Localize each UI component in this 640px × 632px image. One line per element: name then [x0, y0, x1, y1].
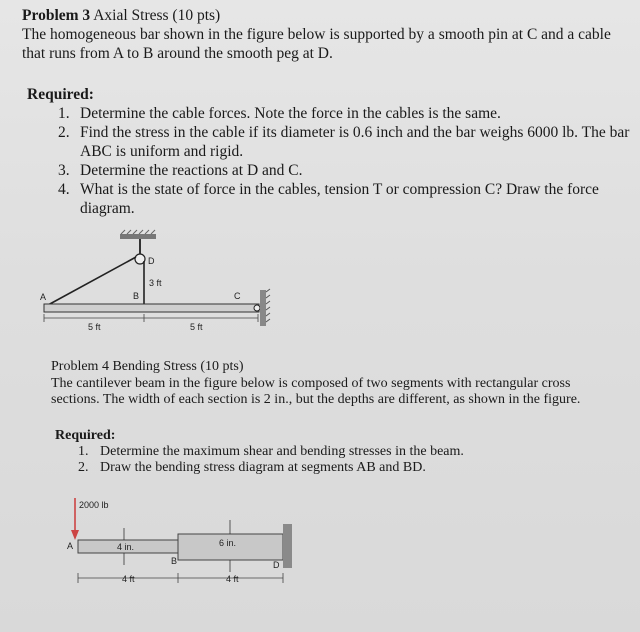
problem3-statement-line1: The homogeneous bar shown in the figure below is supported by a smooth pin at C and a cable [22, 26, 611, 43]
problem3-item2-num: 2. [58, 124, 70, 141]
problem4-item2-num: 2. [78, 460, 89, 475]
problem3-item1-num: 1. [58, 105, 70, 122]
label-b-beam: B [171, 556, 178, 566]
load-arrow-head [71, 530, 79, 540]
problem3-item4-text-line2: diagram. [80, 200, 135, 217]
problem3-item4-text-line1: What is the state of force in the cables, tension T or compression C? Draw the force [80, 181, 599, 198]
problem3-title-prefix: Problem 3 [22, 7, 91, 24]
problem3-item2-text-line2: ABC is uniform and rigid. [80, 143, 244, 160]
label-d-beam: D [273, 560, 280, 570]
problem4-item2-text: Draw the bending stress diagram at segments AB and BD. [100, 460, 426, 475]
label-5ft-left: 5 ft [88, 322, 101, 332]
label-4ft-right: 4 ft [226, 574, 239, 584]
problem3-required-heading: Required: [27, 86, 94, 103]
problem4-title: Problem 4 Bending Stress (10 pts) [51, 359, 244, 374]
label-4in: 4 in. [117, 542, 135, 552]
problem3-item4-num: 4. [58, 181, 70, 198]
fixed-support-d [283, 524, 292, 568]
label-5ft-right: 5 ft [190, 322, 203, 332]
problem3-item2-text-line1: Find the stress in the cable if its diameter is 0.6 inch and the bar weighs 6000 lb. The bar [80, 124, 630, 141]
problem4-statement-line1: The cantilever beam in the figure below is composed of two segments with rectangular cross [51, 376, 571, 391]
problem3-item3-num: 3. [58, 162, 70, 179]
label-d: D [148, 256, 155, 266]
problem4-item1-num: 1. [78, 444, 89, 459]
label-c: C [234, 291, 241, 301]
label-4ft-left: 4 ft [122, 574, 135, 584]
label-b: B [133, 291, 140, 301]
label-6in: 6 in. [219, 538, 237, 548]
label-3ft: 3 ft [149, 278, 162, 288]
problem3-item1-text: Determine the cable forces. Note the force in the cables is the same. [80, 105, 501, 122]
problem3-item3-text: Determine the reactions at D and C. [80, 162, 303, 179]
label-2000lb: 2000 lb [79, 500, 109, 510]
problem4-statement-line2: sections. The width of each section is 2 in., but the depths are different, as shown in the figure. [51, 392, 581, 407]
problem3-title-rest: Axial Stress (10 pts) [93, 7, 221, 24]
problem3-statement-line2: that runs from A to B around the smooth peg at D. [22, 45, 333, 62]
label-a: A [40, 292, 47, 302]
problem4-required-heading: Required: [55, 428, 116, 443]
label-a-beam: A [67, 541, 74, 551]
problem4-item1-text: Determine the maximum shear and bending stresses in the beam. [100, 444, 464, 459]
